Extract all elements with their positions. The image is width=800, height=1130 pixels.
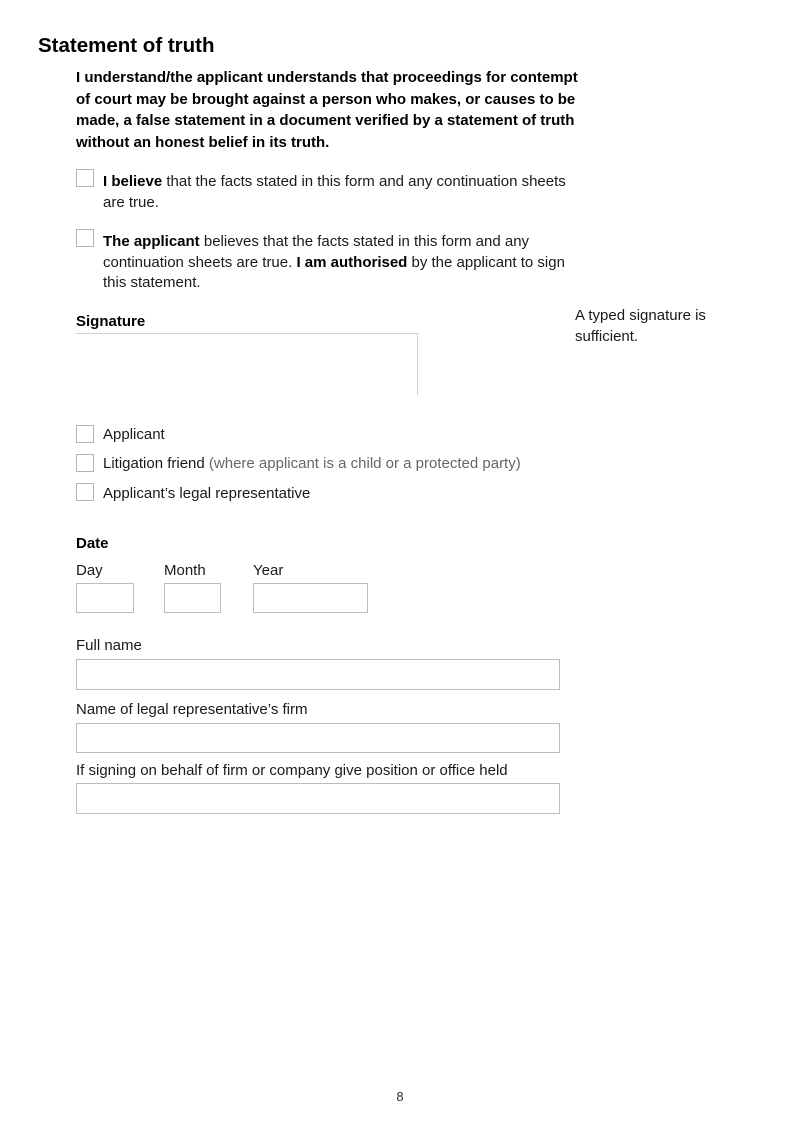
contempt-warning: I understand/the applicant understands that proceedings for contempt of court may be brought against a person who makes, or causes to be made, a false statement in a document verified by a statement of truth without an honest belief in its truth. (76, 69, 578, 151)
date-label: Date (76, 535, 109, 552)
typed-signature-note: A typed signature is sufficient. (575, 307, 706, 345)
signature-field[interactable] (76, 333, 418, 395)
i-believe-bold: I believe (103, 173, 163, 190)
litigation-friend-option (103, 455, 521, 472)
position-input[interactable] (76, 783, 560, 814)
signature-label: Signature (76, 313, 146, 330)
day-input[interactable] (76, 583, 134, 613)
litigation-friend-label: Litigation friend (103, 455, 205, 472)
firm-name-label: Name of legal representative’s firm (76, 701, 308, 718)
position-label: If signing on behalf of firm or company give position or office held (76, 762, 508, 779)
page-number: 8 (396, 1089, 404, 1104)
day-label: Day (76, 562, 103, 579)
full-name-input[interactable] (76, 659, 560, 690)
litigation-friend-checkbox[interactable] (76, 454, 94, 472)
legal-rep-option-label: Applicant’s legal representative (103, 485, 311, 502)
legal-rep-checkbox[interactable] (76, 483, 94, 501)
month-input[interactable] (164, 583, 221, 613)
applicant-checkbox[interactable] (76, 425, 94, 443)
full-name-label: Full name (76, 637, 142, 654)
applicant-option-label: Applicant (103, 426, 165, 443)
i-believe-statement (103, 172, 573, 213)
firm-name-input[interactable] (76, 723, 560, 753)
year-input[interactable] (253, 583, 368, 613)
year-label: Year (253, 562, 284, 579)
i-believe-checkbox[interactable] (76, 169, 94, 187)
litigation-friend-hint: (where applicant is a child or a protected party) (204, 455, 521, 472)
applicant-bold: The applicant (103, 233, 200, 250)
authorised-bold: I am authorised (296, 253, 408, 271)
applicant-text: believes that the facts stated in this form and any continuation sheets are true. (103, 233, 530, 271)
authorised-text: by the applicant to sign this statement. (103, 253, 565, 291)
applicant-believes-statement (103, 232, 565, 294)
month-label: Month (164, 562, 206, 579)
applicant-believes-checkbox[interactable] (76, 229, 94, 247)
i-believe-text: that the facts stated in this form and any continuation sheets are true. (103, 173, 566, 211)
page-title: Statement of truth (38, 34, 215, 57)
